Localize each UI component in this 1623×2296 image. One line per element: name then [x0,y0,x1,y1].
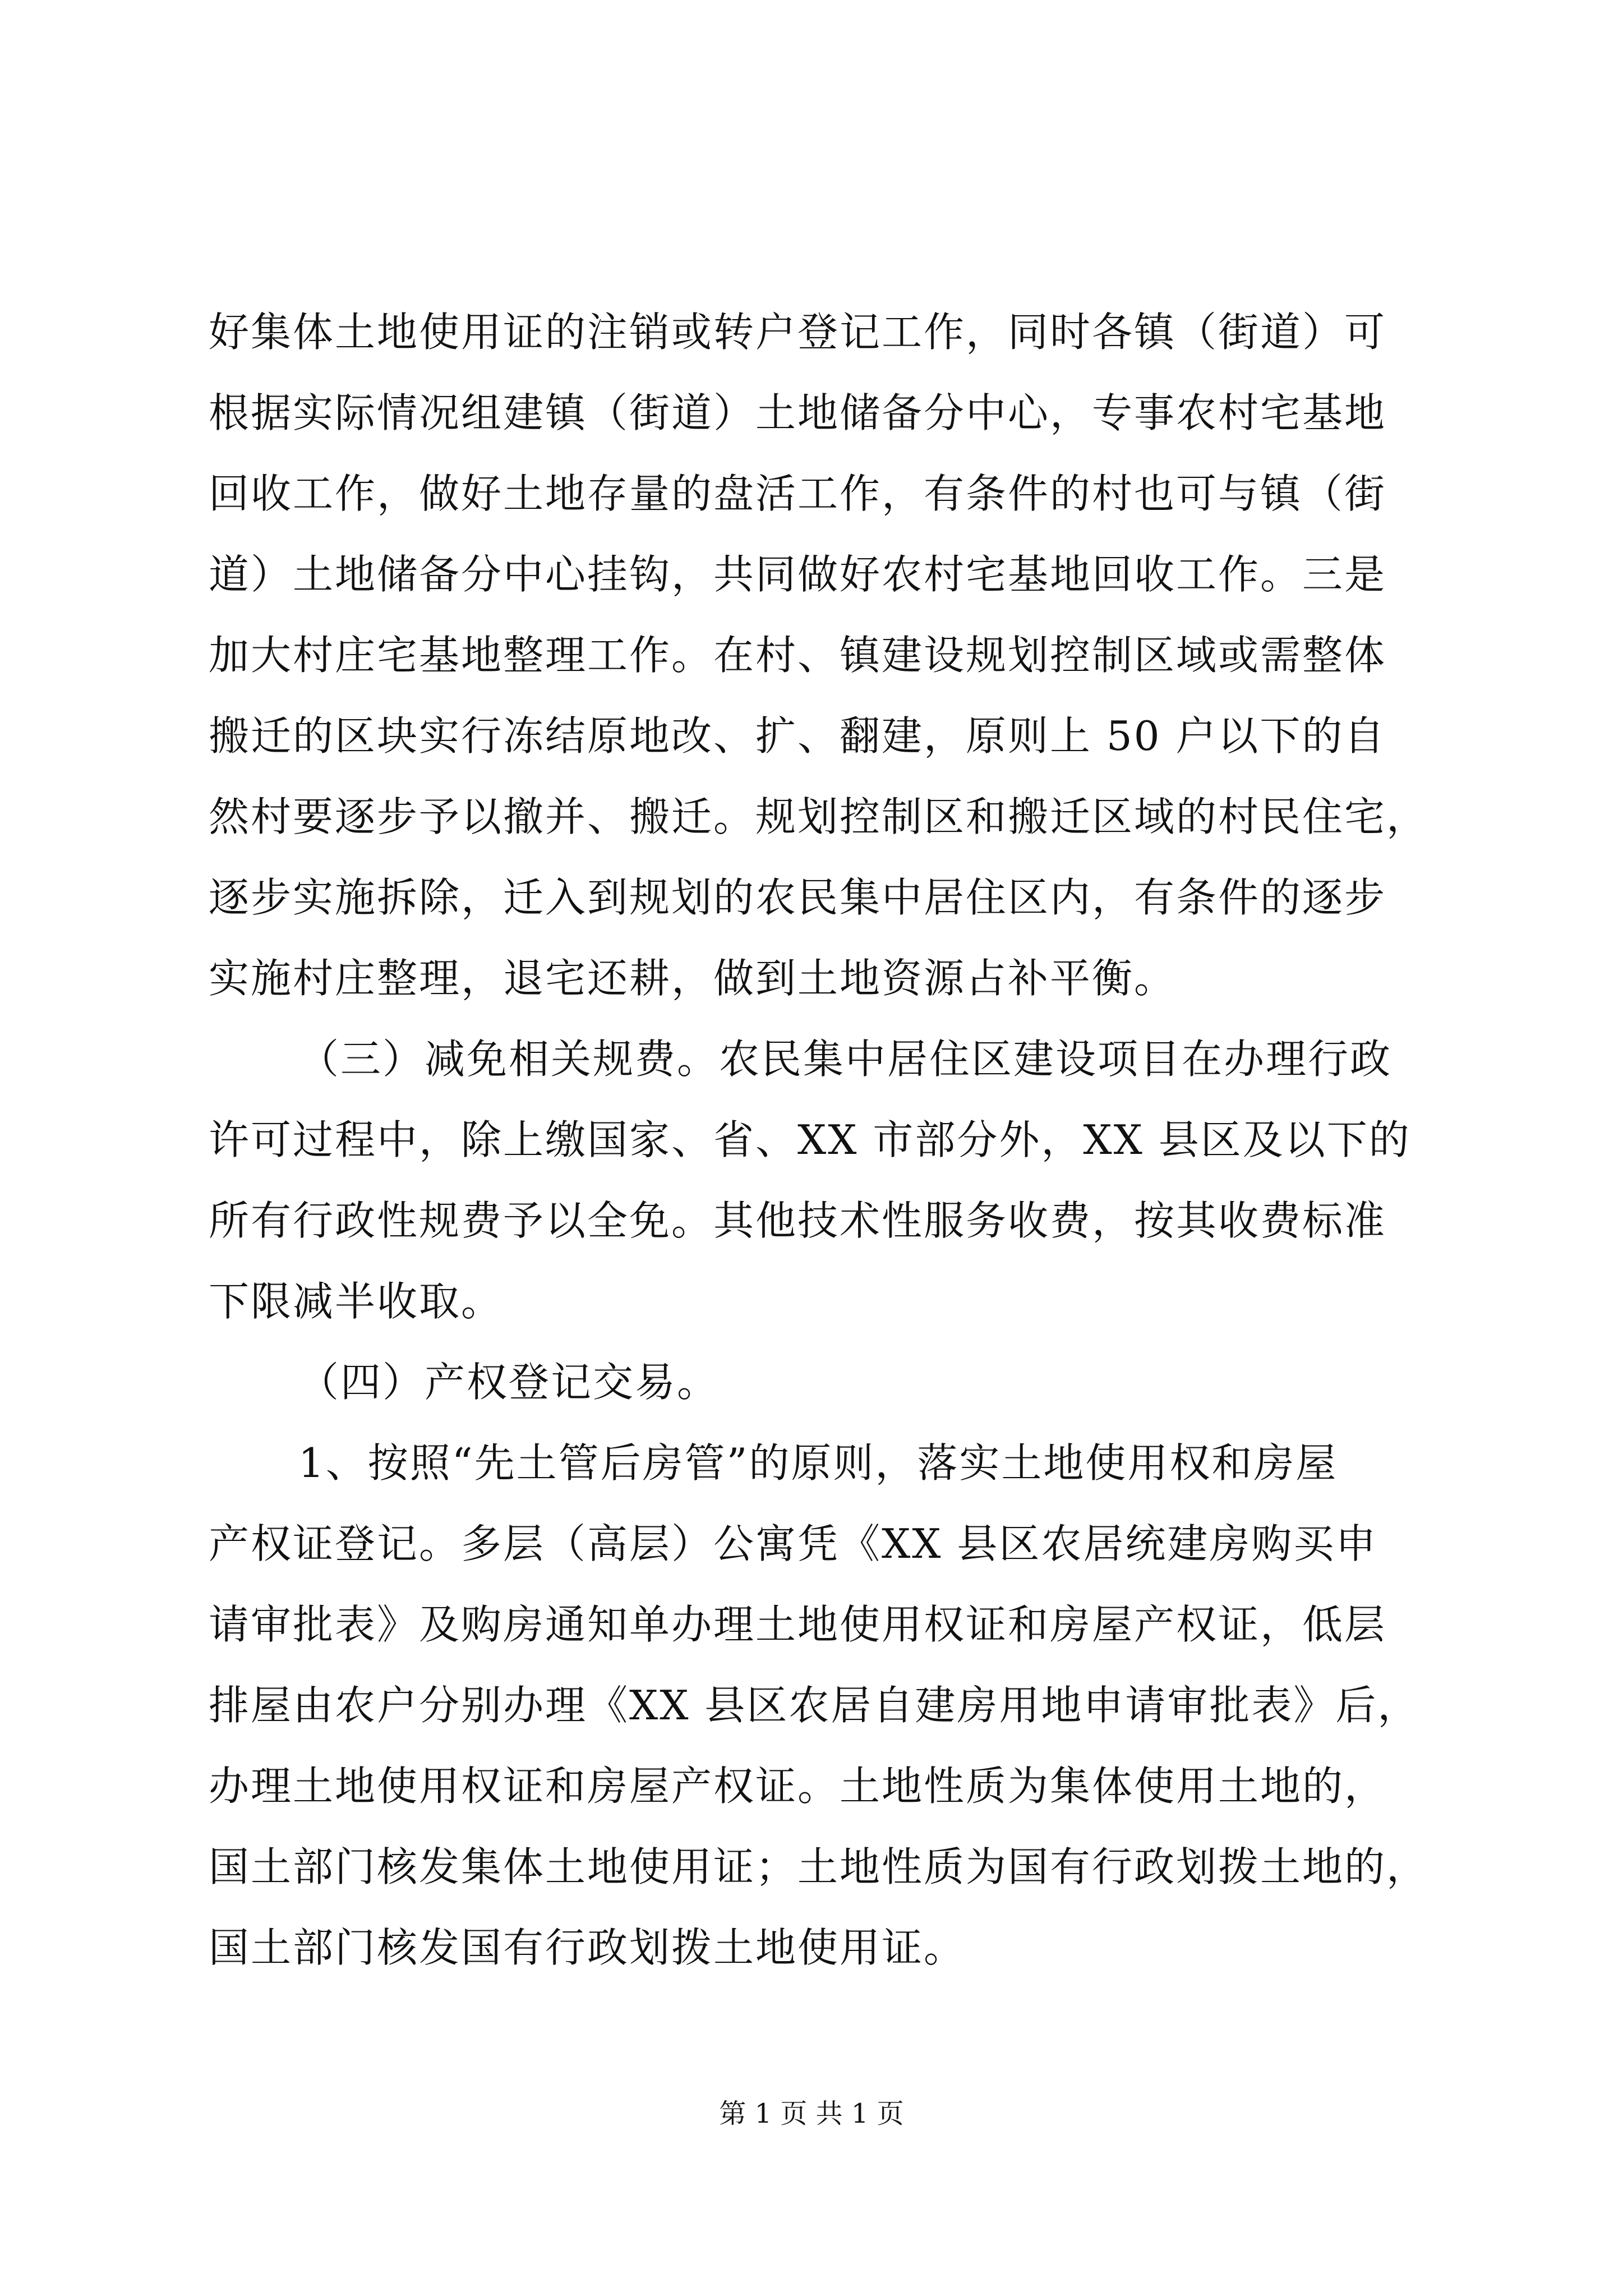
text-line: 排屋由农户分别办理《XX 县区农居自建房用地申请审批表》后， [209,1682,1420,1729]
text-line: 然村要逐步予以撤并、搬迁。规划控制区和搬迁区域的村民住宅， [209,793,1429,840]
text-line: 逐步实施拆除，迁入到规划的农民集中居住区内，有条件的逐步 [209,874,1387,921]
text-line: 加大村庄宅基地整理工作。在村、镇建设规划控制区域或需整体 [209,632,1387,679]
text-line: 所有行政性规费予以全免。其他技术性服务收费，按其收费标准 [209,1197,1387,1244]
text-line-indented: 1、按照“先土管后房管”的原则，落实土地使用权和房屋 [298,1439,1338,1487]
paragraph-continued [209,292,1429,1019]
paragraph-heading-property-registration [209,1342,1420,1423]
text-line: 道）土地储备分中心挂钩，共同做好农村宅基地回收工作。三是 [209,551,1387,598]
paragraph-fee-reduction [209,1019,1420,1342]
section-heading: （四）产权登记交易。 [298,1359,720,1406]
text-line: 好集体土地使用证的注销或转户登记工作，同时各镇（街道）可 [209,309,1387,356]
paragraph-registration [209,1423,1429,1988]
text-line: 国土部门核发集体土地使用证；土地性质为国有行政划拨土地的， [209,1843,1429,1890]
text-line: 产权证登记。多层（高层）公寓凭《XX 县区农居统建房购买申 [209,1520,1378,1567]
text-line: 回收工作，做好土地存量的盘活工作，有条件的村也可与镇（街 [209,470,1387,517]
page-number-footer: 第 1 页 共 1 页 [719,2098,904,2129]
text-line: 根据实际情况组建镇（街道）土地储备分中心，专事农村宅基地 [209,389,1387,436]
text-line: 搬迁的区块实行冻结原地改、扩、翻建，原则上 50 户以下的自 [209,712,1386,760]
document-body [209,292,1429,1988]
text-line: 请审批表》及购房通知单办理土地使用权证和房屋产权证，低层 [209,1601,1387,1648]
text-line-indented: （三）减免相关规费。农民集中居住区建设项目在办理行政 [298,1036,1393,1083]
text-line: 办理土地使用权证和房屋产权证。土地性质为集体使用土地的， [209,1763,1387,1810]
text-line: 下限减半收取。 [209,1278,504,1325]
text-line: 许可过程中，除上缴国家、省、XX 市部分外，XX 县区及以下的 [209,1116,1411,1163]
text-line: 实施村庄整理，退宅还耕，做到土地资源占补平衡。 [209,955,1177,1002]
text-line: 国土部门核发国有行政划拨土地使用证。 [209,1924,966,1971]
